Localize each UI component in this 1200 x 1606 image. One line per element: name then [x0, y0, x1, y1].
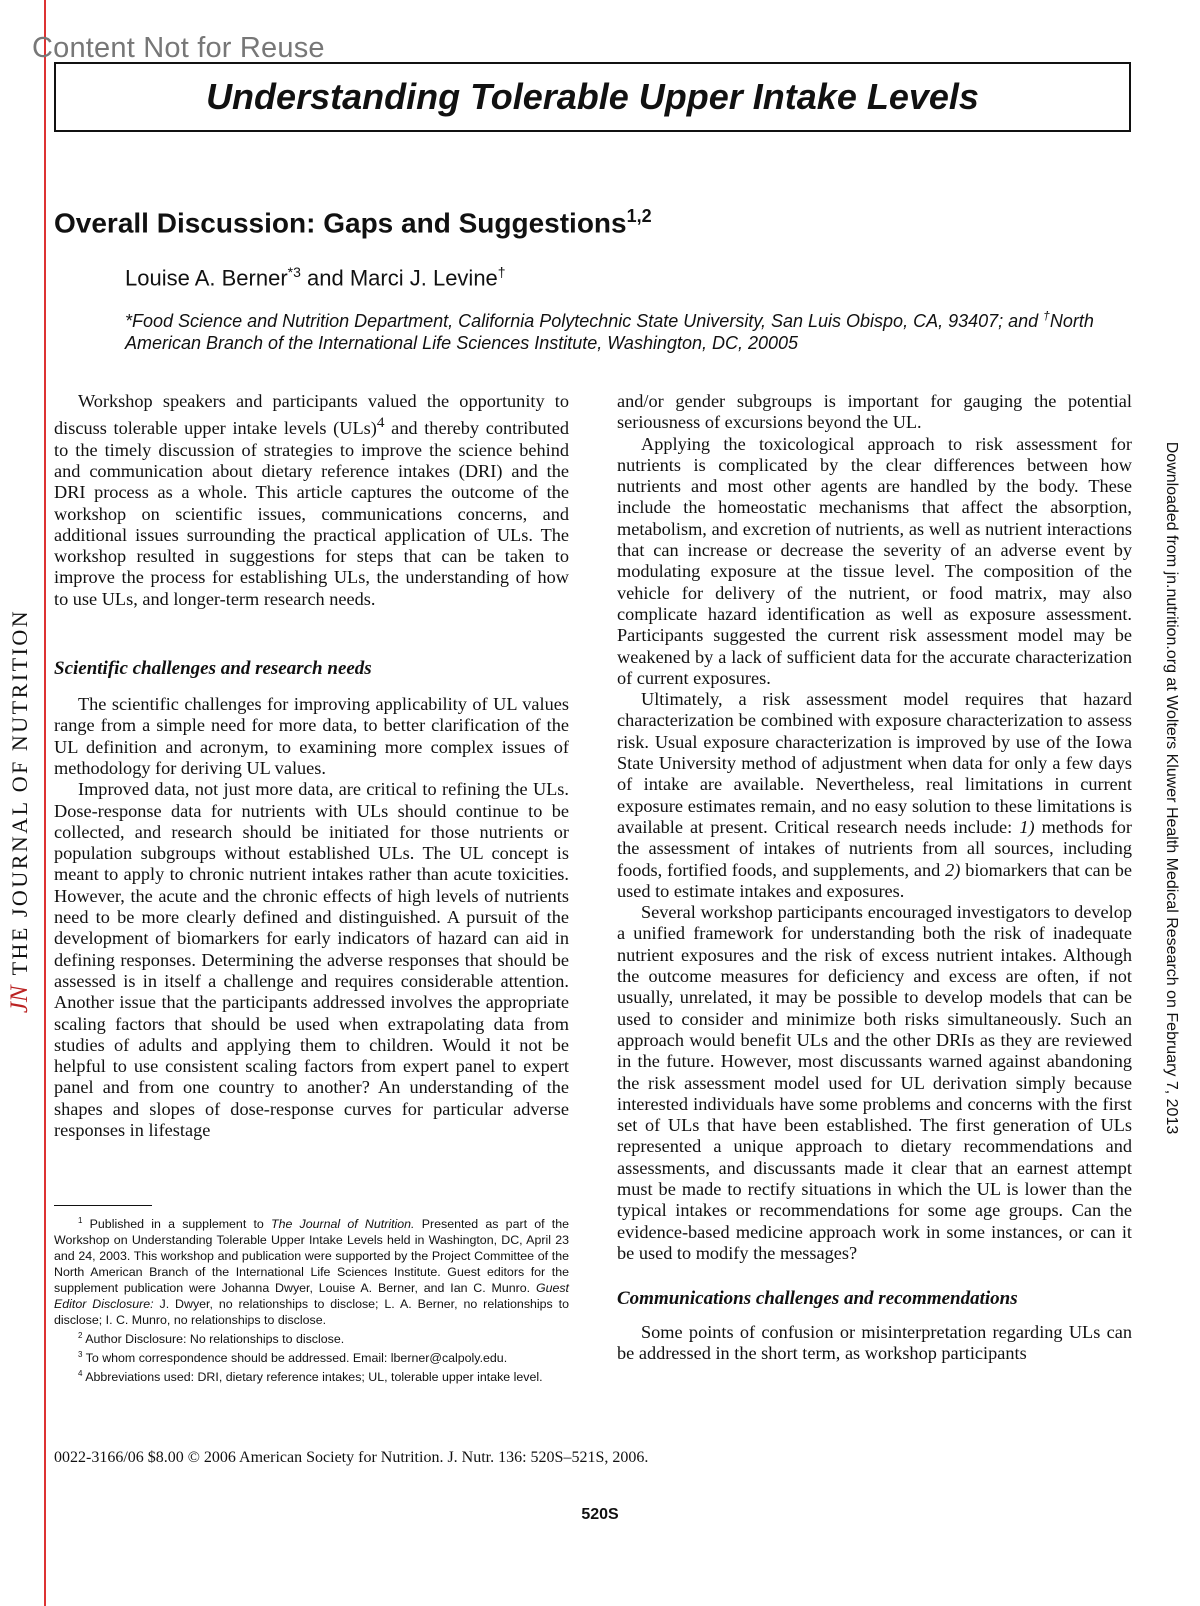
affiliation-mark: * [125, 311, 133, 331]
list-number: 2) [945, 859, 961, 880]
body-paragraph: and/or gender subgroups is important for gauging the potential seriousness of excursions beyond the UL. [617, 391, 1132, 433]
author-list [125, 264, 506, 291]
journal-name: THE JOURNAL OF NUTRITION [7, 608, 32, 976]
paragraph-text: methods for the assessment of intakes of nutrients from all sources, including foods, fortified foods, and supplements, and [617, 816, 1133, 880]
body-paragraph: Some points of confusion or misinterpretation regarding ULs can be addressed in the short term, as workshop participants [617, 1322, 1132, 1364]
footnote-text: Author Disclosure: No relationships to disclose. [82, 1332, 345, 1347]
footnote [54, 1328, 569, 1347]
footnote [54, 1366, 569, 1385]
affiliation-text: Food Science and Nutrition Department, California Polytechnic State University, San Luis Obispo, CA, 93407; and [132, 311, 1044, 331]
author-name: Marci J. Levine [349, 265, 498, 291]
footnote-label: Guest Editor Disclosure: [54, 1281, 569, 1312]
author-affiliations [125, 305, 1135, 354]
paragraph-text: biomarkers that can be used to estimate intakes and exposures. [617, 859, 1132, 901]
footnote-mark: 4 [78, 1369, 83, 1379]
footnote-text: J. Dwyer, no relationships to disclose; L. A. Berner, no relationships to disclose; I. C. Munro, no relationships to disclose. [54, 1297, 570, 1328]
body-paragraph [54, 391, 569, 610]
author-name: Louise A. Berner [125, 265, 288, 291]
journal-abbrev: JN [6, 985, 33, 1014]
journal-side-label [0, 391, 40, 1231]
watermark-text: Content Not for Reuse [32, 32, 325, 64]
footnote-text: Abbreviations used: DRI, dietary reference intakes; UL, tolerable upper intake level. [82, 1370, 543, 1385]
left-column [54, 391, 569, 1141]
margin-line [44, 0, 46, 1606]
article-title-footnote-marks: 1,2 [626, 206, 652, 226]
affiliation-text: North American Branch of the International Life Sciences Institute, Washington, DC, 20005 [125, 311, 1094, 353]
body-paragraph: Applying the toxicological approach to risk assessment for nutrients is complicated by the clear differences between how nutrients and most other agents are handled by the body. These include the homeostatic mechanisms that affect the absorption, metabolism, and excretion of nutrients, as well as nutrient interactions that can increase or decrease the severity of an adverse event by modulating exposure at the tissue level. The composition of the vehicle for delivery of the nutrient, or food matrix, may also complicate hazard identification as well as exposure assessment. Participants suggested the current risk assessment model may be weakened by a lack of sufficient data for the accurate characterization of current exposures. [617, 433, 1132, 688]
body-paragraph: Improved data, not just more data, are critical to refining the ULs. Dose-response data for nutrients with ULs should continue to be collected, and research should be initiated for those nutrients or population subgroups without established ULs. The UL concept is meant to apply to chronic nutrient intakes rather than acute toxicities. However, the acute and the chronic effects of high levels of nutrients need to be more clearly defined and distinguished. A pursuit of the development of biomarkers for early indicators of hazard can aid in defining responses. Determining the adverse responses that should be assessed is in itself a challenge and requires considerable attention. Another issue that the participants addressed involves the appropriate scaling factors that should be used when extrapolating data from studies of adults and applying them to children. Would it not be helpful to use consistent scaling factors from expert panel to expert panel and from one country to another? An understanding of the shapes and slopes of dose-response curves for particular adverse responses in lifestage [54, 779, 569, 1140]
footnote-text: Published in a supplement to [82, 1217, 271, 1232]
article-title [54, 206, 652, 239]
article-title-text: Overall Discussion: Gaps and Suggestions [54, 207, 627, 239]
footnote [54, 1213, 569, 1328]
body-paragraph: Several workshop participants encouraged investigators to develop a unified framework for understanding both the risk of inadequate nutrient exposures and the risk of excess nutrient intakes. Although the outcome measures for deficiency and excess are often, if not usually, unrelated, it may be possible to develop models that can be used to consider and minimize both risks simultaneously. Such an approach would benefit ULs and the other DRIs as they are reviewed in the future. However, most discussants warned against abandoning the risk assessment model used for UL derivation simply because interested individuals have some problems and concerns with the first set of ULs that have been established. The first generation of ULs represented a unique approach to dietary recommendations and assessments, and discussants made it clear that an earnest attempt must be made to rectify situations in which the UL is lower than the typical intakes or recommendations for some age groups. Can the evidence-based medicine approach work in some instances, or can it be used to modify the messages? [617, 902, 1132, 1263]
download-notice: Downloaded from jn.nutrition.org at Wolters Kluwer Health Medical Research on February 7, 2013 [1163, 441, 1180, 1135]
footnote-mark: 4 [376, 414, 385, 432]
footnote [54, 1347, 569, 1366]
paragraph-text: and thereby contributed to the timely discussion of strategies to improve the science behind and communication about dietary reference intakes (DRI) and the DRI process as a whole. This article captures the outcome of the workshop on scientific issues, communications concerns, and additional issues surrounding the practical application of ULs. The workshop resulted in suggestions for steps that can be taken to improve the process for establishing ULs, the understanding of how to use ULs, and longer-term research needs. [54, 418, 569, 609]
section-heading: Scientific challenges and research needs [54, 658, 372, 680]
paragraph-text: Workshop speakers and participants valued the opportunity to discuss tolerable upper intake levels (ULs) [54, 391, 569, 439]
copyright-line: 0022-3166/06 $8.00 © 2006 American Society for Nutrition. J. Nutr. 136: 520S–521S, 2006. [54, 1449, 649, 1466]
journal-name: The Journal of Nutrition. [271, 1217, 415, 1232]
footnote-mark: 2 [78, 1331, 83, 1341]
footnote-mark: 3 [78, 1350, 83, 1360]
paragraph-text: Ultimately, a risk assessment model requires that hazard characterization be combined with exposure characterization to assess risk. Usual exposure characterization is improved by use of the Iowa State University method of adjustment when data for only a few days of intake are available. Nevertheless, real limitations in current exposure estimates remain, and no easy solution to these limitations is available at present. Critical research needs include: [617, 689, 1132, 837]
footnote-mark: 1 [78, 1216, 83, 1225]
body-paragraph [617, 689, 1132, 902]
footnote-text: Presented as part of the Workshop on Understanding Tolerable Upper Intake Levels held in Washington, DC, April 23 and 24, 2003. This workshop and publication were supported by the Project Committee of the North American Branch of the International Life Sciences Institute. Guest editors for the supplement publication were Johanna Dwyer, Louise A. Berner, and Ian C. Munro. [54, 1217, 569, 1296]
footnote-text: To whom correspondence should be addressed. Email: lberner@calpoly.edu. [82, 1351, 508, 1366]
author-mark: *3 [287, 264, 301, 280]
footnotes [54, 1213, 569, 1386]
footnote-rule [54, 1205, 152, 1206]
list-number: 1) [1019, 816, 1035, 837]
body-paragraph: The scientific challenges for improving applicability of UL values range from a simple need for more data, to better clarification of the UL definition and acronym, to examining more complex issues of methodology for deriving UL values. [54, 694, 569, 778]
right-column [617, 391, 1132, 1365]
author-mark: † [497, 264, 506, 280]
supplement-banner: Understanding Tolerable Upper Intake Levels [54, 62, 1131, 132]
page-number: 520S [581, 1506, 619, 1523]
affiliation-mark: † [1043, 309, 1050, 323]
section-heading: Communications challenges and recommendations [617, 1288, 1018, 1310]
author-conjunction: and [300, 265, 350, 291]
